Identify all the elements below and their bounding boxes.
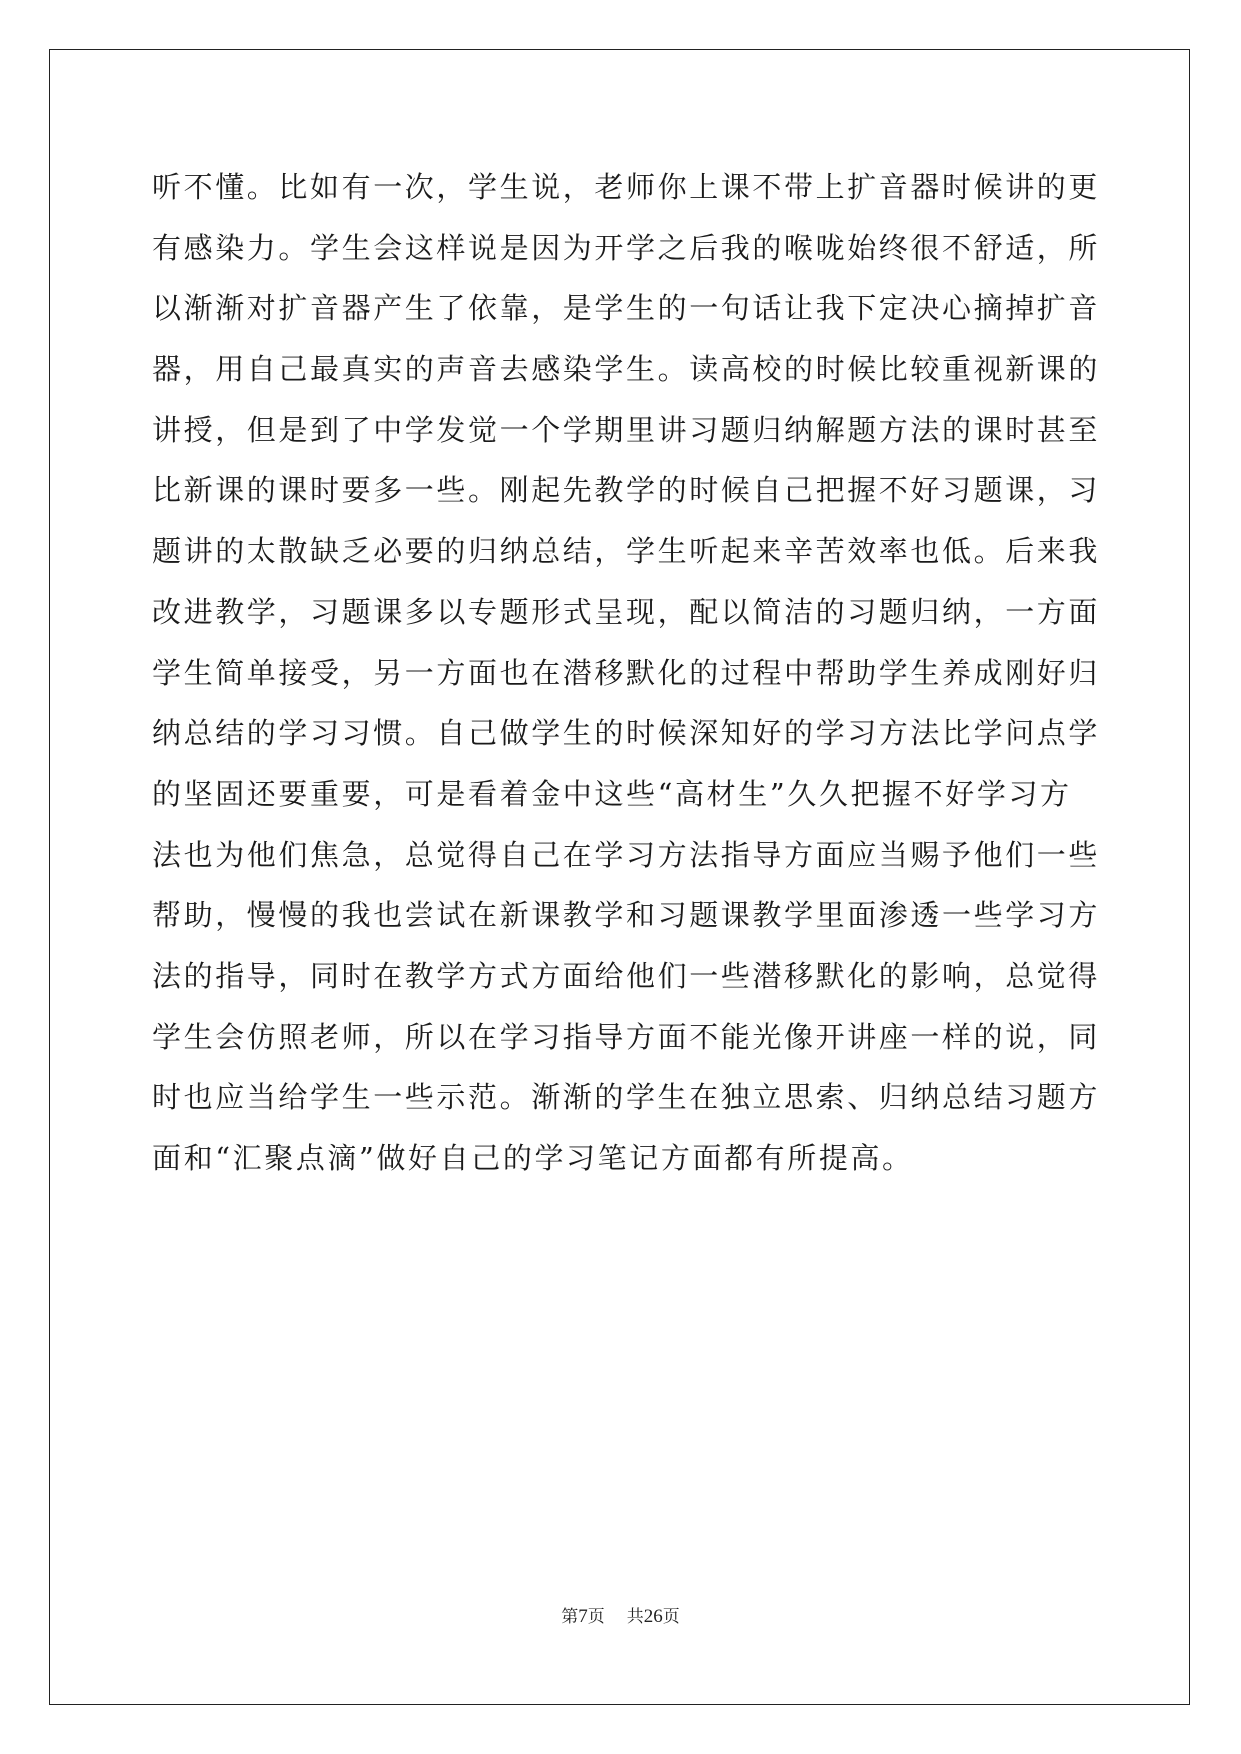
footer-prefix: 第 (561, 1607, 579, 1627)
footer-total-prefix: 共 (626, 1607, 644, 1627)
body-text (152, 157, 1101, 1189)
text-line: 的坚固还要重要，可是看着金中这些“高材生”久久把握不好学习方 (152, 776, 1072, 811)
text-line: 法也为他们焦急，总觉得自己在学习方法指导方面应当赐予他们一些 (152, 837, 1101, 872)
text-line: 题讲的太散缺乏必要的归纳总结，学生听起来辛苦效率也低。后来我 (152, 534, 1101, 569)
text-line: 纳总结的学习习惯。自己做学生的时候深知好的学习方法比学问点学 (152, 716, 1101, 751)
text-line: 时也应当给学生一些示范。渐渐的学生在独立思索、归纳总结习题方 (152, 1080, 1101, 1115)
text-line: 改进教学，习题课多以专题形式呈现，配以简洁的习题归纳，一方面 (152, 594, 1101, 629)
footer-total-suffix: 页 (662, 1607, 680, 1627)
total-page-count: 26 (643, 1606, 663, 1627)
footer-page-word: 页 (587, 1607, 605, 1627)
text-line: 听不懂。比如有一次，学生说，老师你上课不带上扩音器时候讲的更 (152, 170, 1101, 204)
text-line: 讲授，但是到了中学发觉一个学期里讲习题归纳解题方法的课时甚至 (152, 412, 1101, 447)
total-pages-label (627, 1607, 680, 1627)
text-line: 以渐渐对扩音器产生了依靠，是学生的一句话让我下定决心摘掉扩音 (152, 291, 1101, 326)
text-line: 帮助，慢慢的我也尝试在新课教学和习题课教学里面渗透一些学习方 (152, 898, 1101, 933)
text-line: 比新课的课时要多一些。刚起先教学的时候自己把握不好习题课，习 (152, 473, 1101, 508)
text-line: 面和“汇聚点滴”做好自己的学习笔记方面都有所提高。 (152, 1141, 914, 1175)
current-page-number: 7 (578, 1606, 588, 1627)
text-line: 学生会仿照老师，所以在学习指导方面不能光像开讲座一样的说，同 (152, 1019, 1101, 1054)
page-number-label (561, 1607, 605, 1627)
text-line: 有感染力。学生会这样说是因为开学之后我的喉咙始终很不舒适，所 (152, 230, 1101, 265)
text-line: 法的指导，同时在教学方式方面给他们一些潜移默化的影响，总觉得 (152, 958, 1101, 993)
page-footer (0, 1602, 1241, 1628)
text-line: 器，用自己最真实的声音去感染学生。读高校的时候比较重视新课的 (152, 352, 1101, 387)
text-line: 学生简单接受，另一方面也在潜移默化的过程中帮助学生养成刚好归 (152, 655, 1101, 690)
